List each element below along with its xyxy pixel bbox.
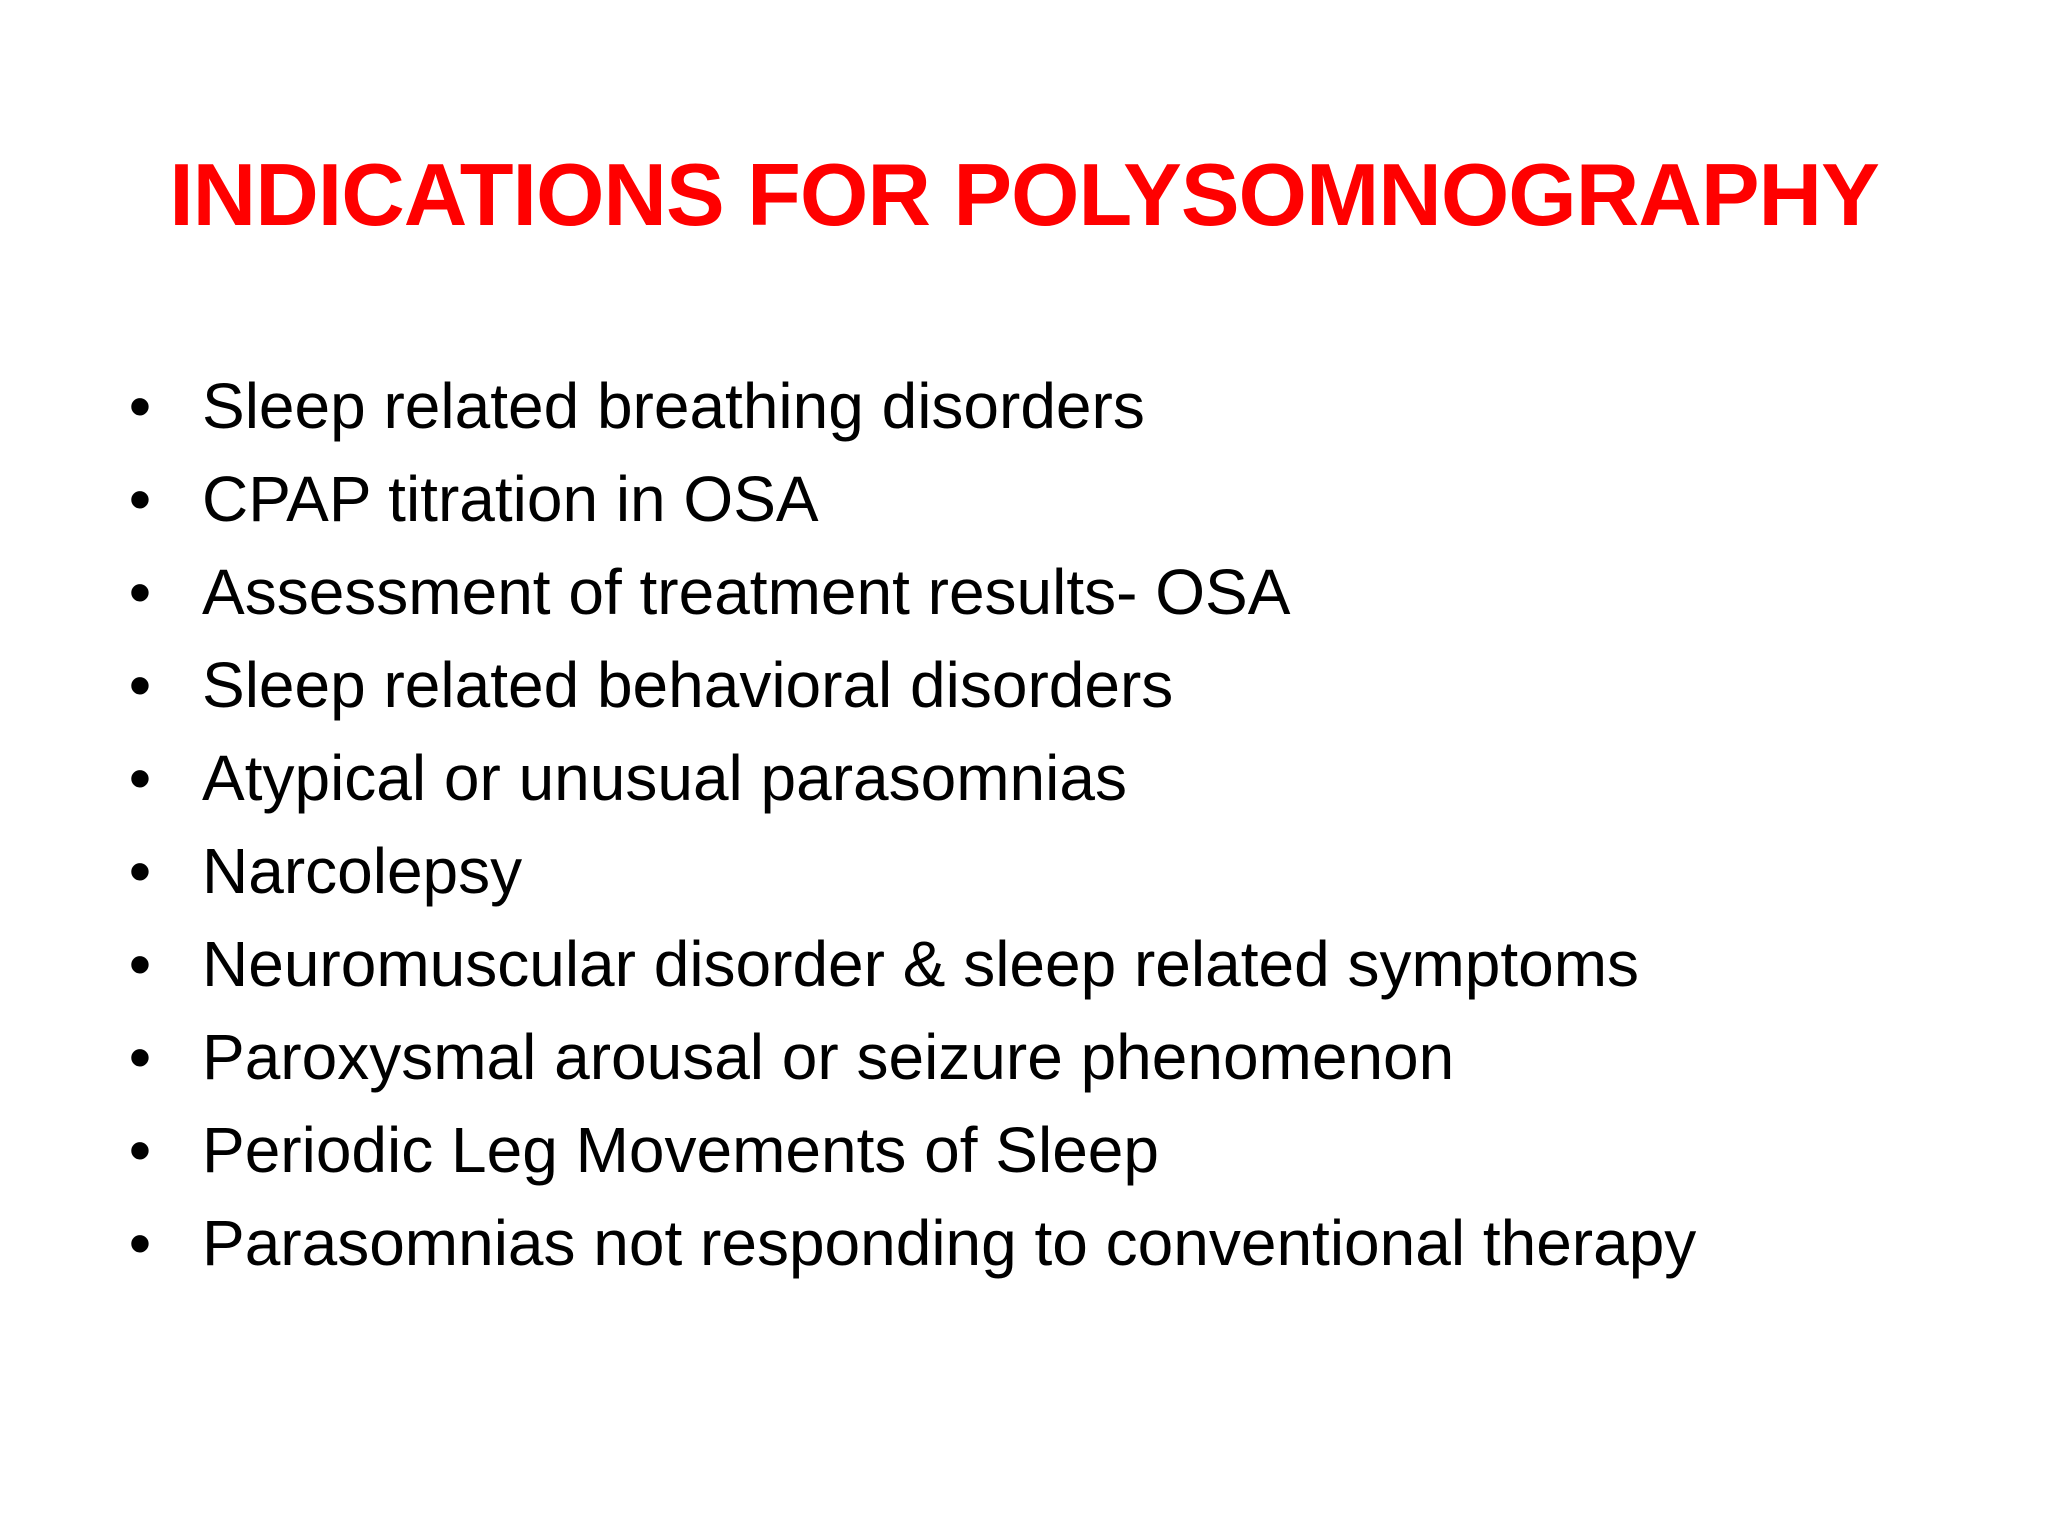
bullet-icon: • <box>128 1114 152 1186</box>
list-item-text: Periodic Leg Movements of Sleep <box>202 1114 1159 1186</box>
list-item-text: CPAP titration in OSA <box>202 463 819 535</box>
list-item-text: Sleep related breathing disorders <box>202 370 1145 442</box>
list-item-text: Parasomnias not responding to conventional therapy <box>202 1207 1697 1279</box>
list-item-text: Neuromuscular disorder & sleep related symptoms <box>202 928 1640 1000</box>
slide-title: INDICATIONS FOR POLYSOMNOGRAPHY <box>169 145 1879 244</box>
bullet-icon: • <box>128 1207 152 1279</box>
bullet-icon: • <box>128 463 152 535</box>
list-item-text: Assessment of treatment results- OSA <box>202 556 1291 628</box>
list-item-text: Narcolepsy <box>202 835 523 907</box>
bullet-icon: • <box>128 835 152 907</box>
bullet-icon: • <box>128 742 152 814</box>
bullet-icon: • <box>128 1021 152 1093</box>
list-item-text: Paroxysmal arousal or seizure phenomenon <box>202 1021 1455 1093</box>
bullet-icon: • <box>128 928 152 1000</box>
list-item-text: Sleep related behavioral disorders <box>202 649 1174 721</box>
list-item-text: Atypical or unusual parasomnias <box>202 742 1127 814</box>
bullet-icon: • <box>128 649 152 721</box>
bullet-icon: • <box>128 370 152 442</box>
bullet-icon: • <box>128 556 152 628</box>
